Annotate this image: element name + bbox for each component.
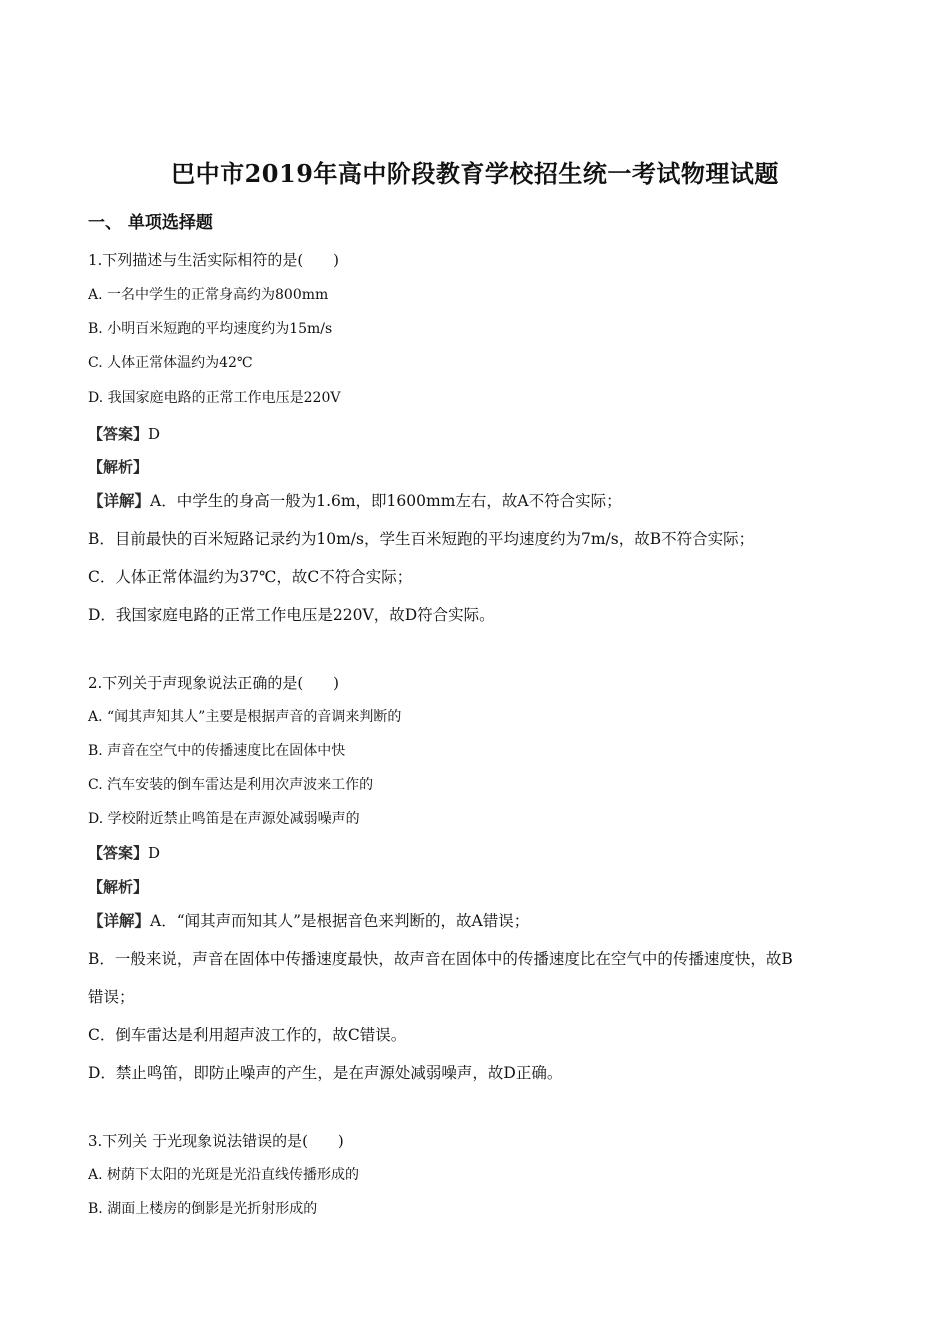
question-2-option-c: C. 汽车安装的倒车雷达是利用次声波来工作的: [88, 777, 374, 793]
question-2-detail-4: D．禁止鸣笛，即防止噪声的产生，是在声源处减弱噪声，故D正确。: [88, 1064, 563, 1082]
question-1-detail-3: C．人体正常体温约为37℃，故C不符合实际；: [88, 568, 413, 586]
question-2-detail-2: B．一般来说，声音在固体中传播速度最快，故声音在固体中的传播速度比在空气中的传播速度快，故B: [88, 950, 793, 968]
question-2-answer: [88, 843, 160, 863]
question-1-answer: [88, 424, 160, 444]
answer-label: 【答案】: [88, 425, 149, 443]
question-3-option-b: B. 湖面上楼房的倒影是光折射形成的: [88, 1201, 318, 1217]
answer-value: D: [148, 844, 161, 862]
question-2-stem: 2.下列关于声现象说法正确的是( ): [88, 674, 340, 692]
question-2-option-b: B. 声音在空气中的传播速度比在固体中快: [88, 743, 346, 759]
question-1-stem: 1.下列描述与生活实际相符的是( ): [88, 251, 340, 269]
detail-text: A．中学生的身高一般为1.6m，即1600mm左右，故A不符合实际；: [150, 492, 622, 510]
page-title: 巴中市2019年高中阶段教育学校招生统一考试物理试题: [171, 159, 779, 188]
question-2-analysis-label: 【解析】: [88, 878, 149, 896]
question-1-detail-2: B．目前最快的百米短路记录约为10m/s，学生百米短跑的平均速度约为7m/s，故B不符合实际；: [88, 530, 755, 548]
detail-label: 【详解】: [88, 491, 151, 510]
question-2-detail-3: C．倒车雷达是利用超声波工作的，故C错误。: [88, 1026, 407, 1044]
question-2-option-d: D. 学校附近禁止鸣笛是在声源处减弱噪声的: [88, 811, 360, 827]
question-1-option-d: D. 我国家庭电路的正常工作电压是220V: [88, 390, 341, 406]
detail-text: A．“闻其声而知其人”是根据音色来判断的，故A错误；: [150, 912, 530, 930]
answer-label: 【答案】: [88, 844, 149, 862]
question-2-option-a: A. “闻其声知其人”主要是根据声音的音调来判断的: [88, 709, 402, 725]
detail-label: 【详解】: [88, 911, 151, 930]
question-2-detail-1: [88, 911, 529, 931]
question-3-option-a: A. 树荫下太阳的光斑是光沿直线传播形成的: [88, 1167, 360, 1183]
question-1-analysis-label: 【解析】: [88, 458, 149, 476]
question-1-detail-4: D．我国家庭电路的正常工作电压是220V，故D符合实际。: [88, 606, 495, 624]
question-1-detail-1: [88, 491, 622, 511]
section-heading: 一、 单项选择题: [88, 213, 213, 233]
question-1-option-b: B. 小明百米短跑的平均速度约为15m/s: [88, 321, 333, 337]
question-1-option-a: A. 一名中学生的正常身高约为800mm: [88, 287, 329, 303]
answer-value: D: [148, 425, 161, 443]
question-1-option-c: C. 人体正常体温约为42℃: [88, 355, 253, 371]
question-3-stem: 3.下列关 于光现象说法错误的是( ): [88, 1132, 344, 1150]
question-2-detail-2-cont: 错误；: [88, 988, 135, 1006]
